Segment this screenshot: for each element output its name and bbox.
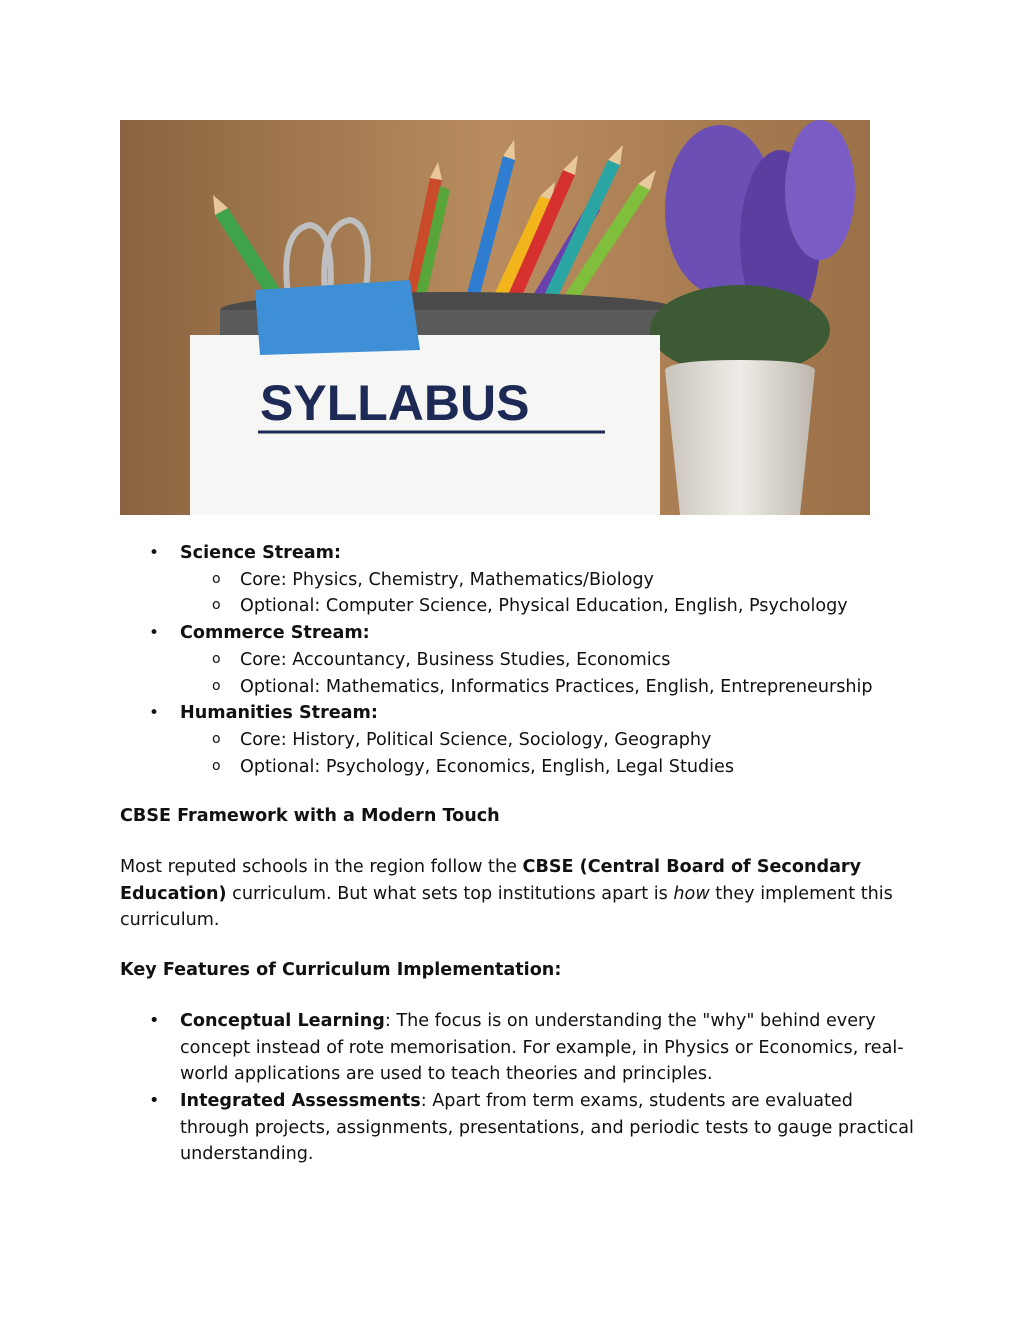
features-list xyxy=(120,1008,920,1168)
stream-humanities xyxy=(120,700,920,780)
text-run: Most reputed schools in the region follow the xyxy=(120,857,523,878)
list-item: o Optional: Psychology, Economics, English, Legal Studies xyxy=(120,754,920,781)
feature-title: Integrated Assessments xyxy=(180,1090,421,1111)
sign-text: SYLLABUS xyxy=(260,375,530,431)
stream-list xyxy=(120,540,920,780)
syllabus-hero-image xyxy=(120,120,870,515)
stream-commerce xyxy=(120,620,920,700)
feature-text: : The focus is on understanding the "why" behind every concept instead of rote memorisation. For example, in Physics or Economics, real-world applications are used to teach theories and principles. xyxy=(180,1010,904,1085)
feature-text: : Apart from term exams, students are evaluated through projects, assignments, presentations, and periodic tests to gauge practical understanding. xyxy=(180,1090,914,1165)
list-item: o Core: History, Political Science, Sociology, Geography xyxy=(120,727,920,754)
list-item: o Core: Accountancy, Business Studies, Economics xyxy=(120,647,920,674)
stream-title: Commerce Stream: xyxy=(180,623,370,644)
list-item: o Optional: Mathematics, Informatics Practices, English, Entrepreneurship xyxy=(120,674,920,701)
list-item: o Optional: Computer Science, Physical Education, English, Psychology xyxy=(120,593,920,620)
text-run-bold: CBSE (Central Board of Secondary Education) xyxy=(120,857,862,904)
feature-conceptual-learning xyxy=(120,1008,920,1088)
document-body xyxy=(120,540,920,1168)
framework-paragraph xyxy=(120,854,920,934)
feature-title: Conceptual Learning xyxy=(180,1010,385,1031)
text-run: curriculum. But what sets top institutions apart is xyxy=(226,883,674,904)
stream-science xyxy=(120,540,920,620)
stream-title: Science Stream: xyxy=(180,543,342,563)
list-item: o Core: Physics, Chemistry, Mathematics/Biology xyxy=(120,567,920,594)
text-run-italic: how xyxy=(673,883,710,904)
text-run: they implement this curriculum. xyxy=(120,883,893,931)
stream-title: Humanities Stream: xyxy=(180,703,378,724)
features-heading: Key Features of Curriculum Implementation: xyxy=(120,960,562,981)
feature-integrated-assessments xyxy=(120,1088,920,1168)
framework-heading: CBSE Framework with a Modern Touch xyxy=(120,806,500,827)
